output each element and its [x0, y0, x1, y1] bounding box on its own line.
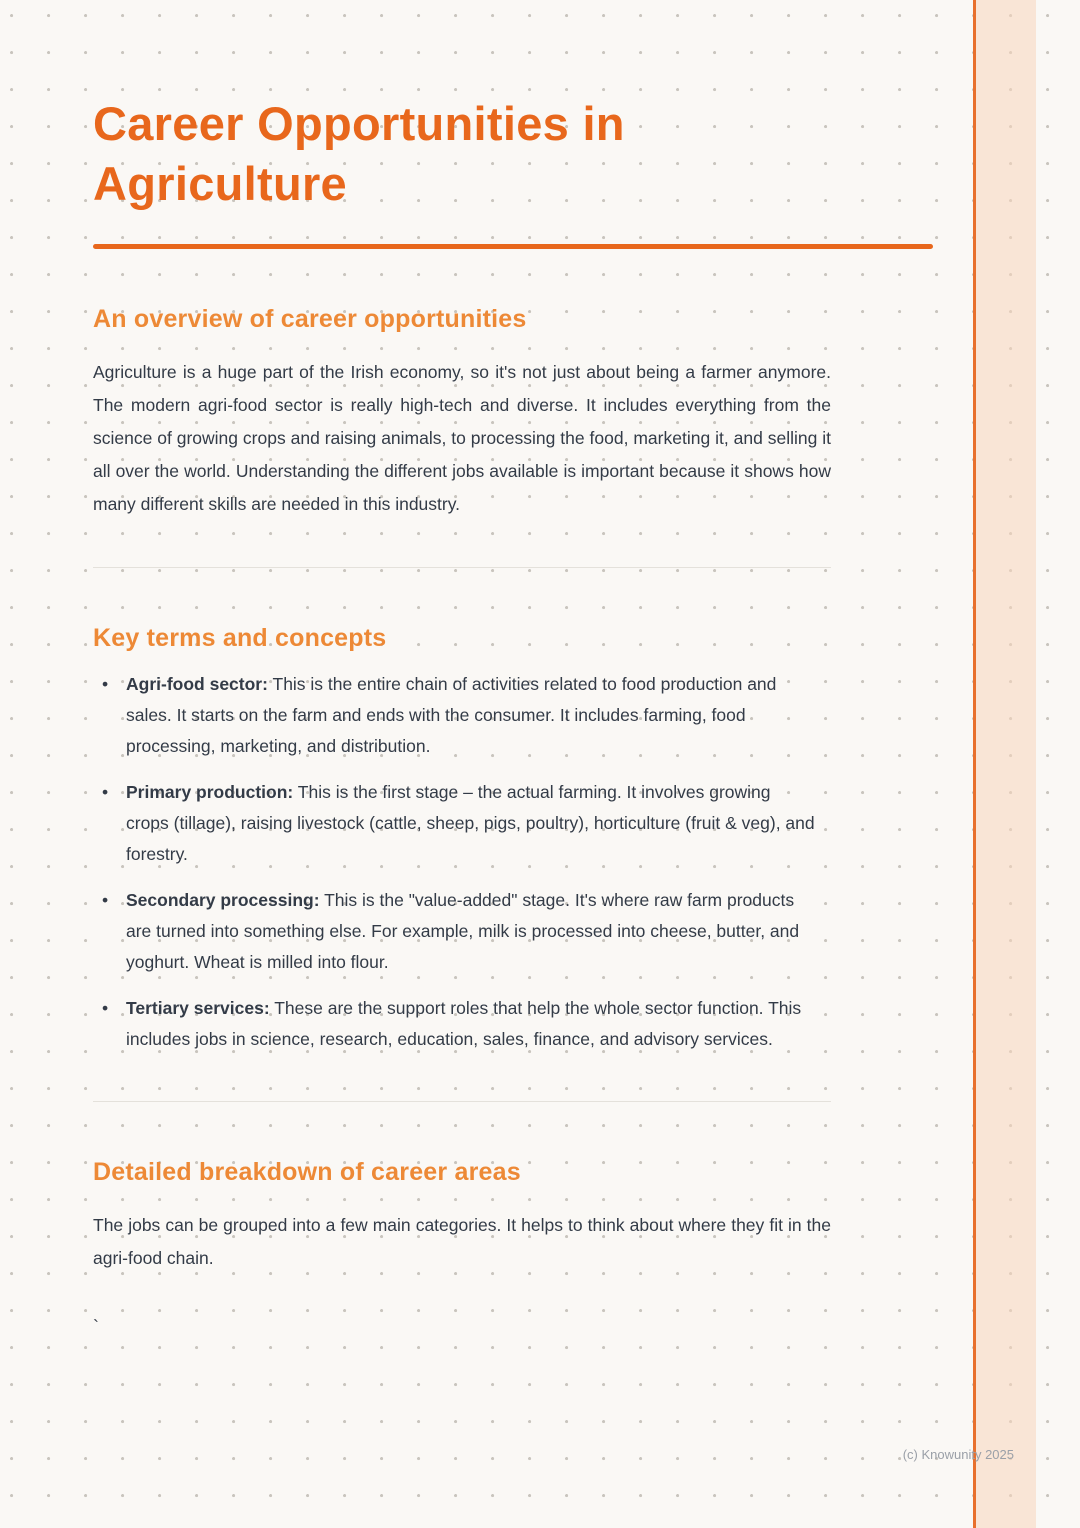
term-label: Agri-food sector:	[126, 674, 268, 695]
page-margin-strip	[976, 0, 1036, 1528]
copyright-footer: (c) Knowunity 2025	[902, 1447, 1014, 1462]
term-definition: This is the first stage – the actual farming. It involves growing crops (tillage), raising livestock (cattle, sheep, pigs, poultry), horticulture (fruit & veg), and forestry.	[126, 782, 815, 865]
bullet-icon: •	[102, 782, 109, 803]
breakdown-paragraph: The jobs can be grouped into a few main categories. It helps to think about where they fit in the agri-food chain.	[93, 1215, 831, 1269]
page-title: Career Opportunities in Agriculture	[93, 97, 625, 211]
section-heading-breakdown: Detailed breakdown of career areas	[93, 1158, 521, 1187]
section-divider-1	[93, 567, 831, 568]
list-item-tertiary-services	[93, 993, 817, 1055]
list-item-secondary-processing	[93, 885, 817, 978]
list-item-agri-food-sector	[93, 669, 817, 762]
section-heading-overview: An overview of career opportunities	[93, 305, 527, 334]
bullet-icon: •	[102, 998, 109, 1019]
bullet-icon: •	[102, 674, 109, 695]
bullet-icon: •	[102, 890, 109, 911]
term-label: Tertiary services:	[126, 998, 270, 1019]
term-label: Secondary processing:	[126, 890, 320, 911]
term-definition: These are the support roles that help the whole sector function. This includes jobs in science, research, education, sales, finance, and advisory services.	[126, 998, 802, 1050]
section-heading-key-terms: Key terms and concepts	[93, 624, 387, 653]
term-definition: This is the "value-added" stage. It's where raw farm products are turned into something else. For example, milk is processed into cheese, butter, and yoghurt. Wheat is milled into flour.	[126, 890, 800, 973]
stray-backtick-mark: `	[93, 1317, 99, 1338]
section-divider-2	[93, 1101, 831, 1102]
title-divider	[93, 244, 933, 249]
overview-paragraph: Agriculture is a huge part of the Irish economy, so it's not just about being a farmer anymore. The modern agri-food sector is really high-tech and diverse. It includes everything from the science of growing crops and raising animals, to processing the food, marketing it, and selling it all over the world. Understanding the different jobs available is important because it shows how many different skills are needed in this industry.	[93, 362, 831, 515]
key-terms-list	[93, 669, 817, 1055]
term-label: Primary production:	[126, 782, 294, 803]
list-item-primary-production	[93, 777, 817, 870]
page-margin-line	[973, 0, 976, 1528]
term-definition: This is the entire chain of activities related to food production and sales. It starts on the farm and ends with the consumer. It includes farming, food processing, marketing, and distribution.	[126, 674, 777, 757]
